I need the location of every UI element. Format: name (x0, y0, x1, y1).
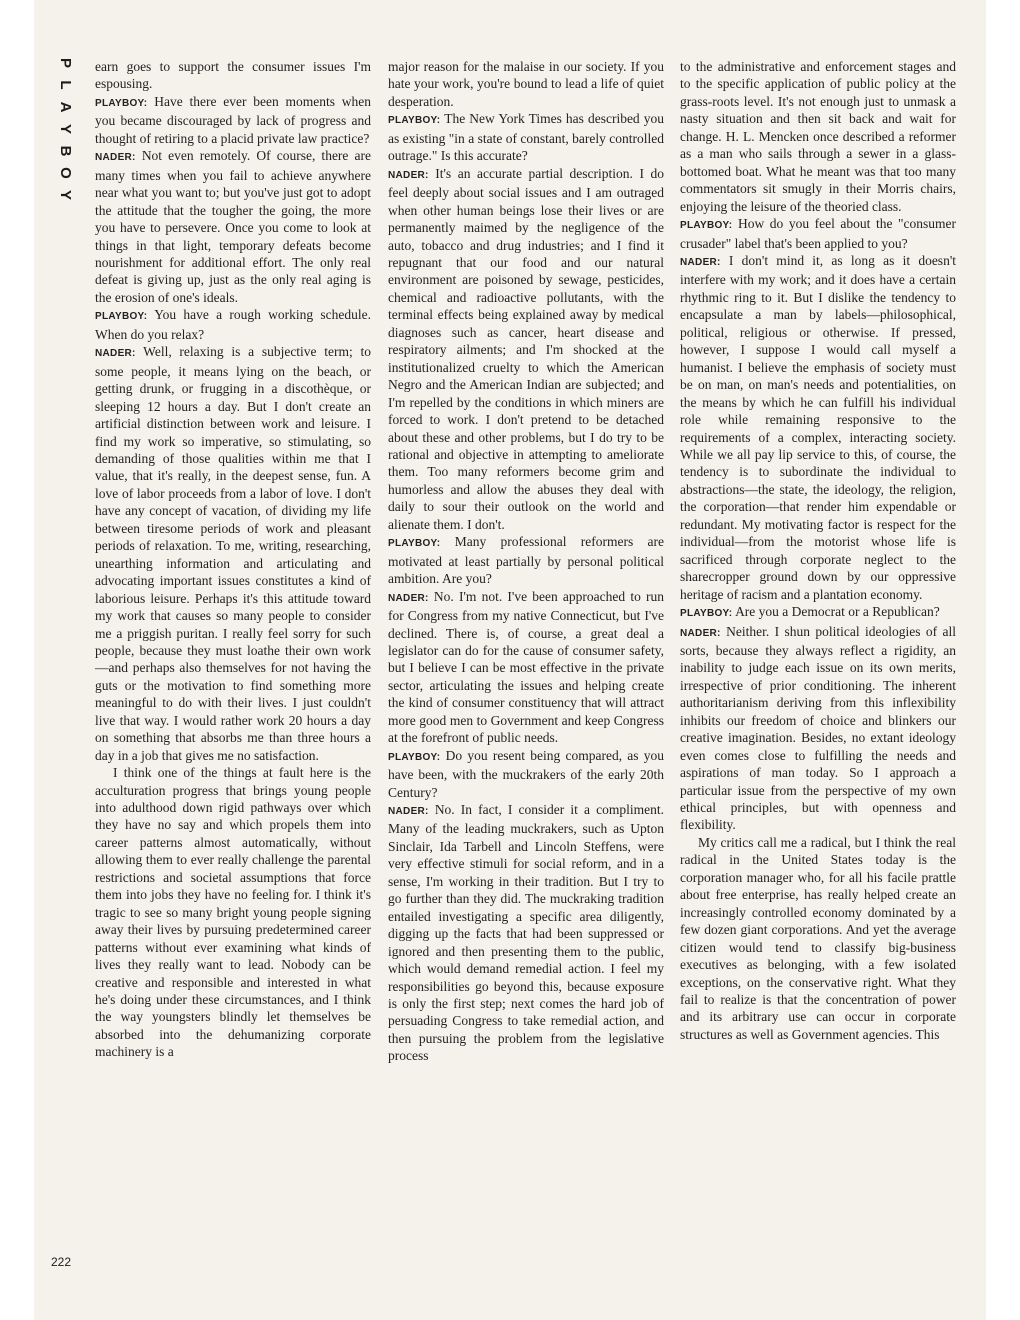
speaker-label: PLAYBOY: (95, 97, 148, 109)
paragraph-text: No. In fact, I consider it a compliment. Many of the leading muckrakers, such as Upton Sinclair, Ida Tarbell and Lincoln Steffens, were very effective stimuli for social reform, and in a sense, I'm working in their tradition. But I try to go further than they did. The muckraking tradition entailed investigating a specific area diligently, digging up the facts that had been suppressed or ignored and then presenting them to the public, which would demand remedial action. I feel my responsibilities go beyond this, because exposure is only the first step; next comes the hard job of persuading Congress to take remedial action, and then pursuing the problem from the legislative process (388, 802, 664, 1064)
logo-letter: B (57, 145, 74, 157)
interview-paragraph (388, 747, 664, 801)
interview-paragraph (95, 343, 371, 764)
interview-paragraph (95, 93, 371, 147)
interview-paragraph (680, 215, 956, 252)
paragraph-text: I think one of the things at fault here is the acculturation progress that brings young people into adulthood down rigid pathways over which they have no say and which propels them into career patterns almost automatically, without allowing them to ever really challenge the parental restrictions and societal assumptions that force them into jobs they have no feeling for. I think it's tragic to see so many bright young people signing away their lives by pursuing predetermined career patterns without ever examining what kinds of lives they really want to lead. Nobody can be creative and responsible and interested in what he's doing under these circumstances, and I think the way youngsters blindly let themselves be absorbed into the dehumanizing corporate machinery is a (95, 765, 371, 1060)
logo-letter: A (57, 101, 74, 113)
interview-paragraph (95, 147, 371, 306)
interview-paragraph (680, 58, 956, 215)
paragraph-text: to the administrative and enforcement stages and to the specific application of public policy at the grass-roots level. It's not enough just to unmask a nasty situation and then sit back and wait for change. H. L. Mencken once described a reformer as a man who sails through a sewer in a glass-bottomed boat. What he meant was that too many commentators sit smugly in their Morris chairs, enjoying the leisure of the theoried class. (680, 59, 956, 214)
logo-letter: P (57, 57, 74, 68)
speaker-label: NADER: (95, 152, 136, 164)
paragraph-text: Well, relaxing is a subjective term; to some people, it means lying on the beach, or getting drunk, or frugging in a discothèque, or sleeping 12 hours a day. But I don't create an artificial distinction between work and leisure. I find my work so imperative, so stimulating, so demanding of those qualities within me that I value, that it's really, in the deepest sense, fun. A love of labor proceeds from a labor of love. I don't have any concept of vacation, of dividing my life between tiresome periods of work and pleasant periods of relaxation. To me, writing, researching, unearthing information and articulating and advocating important issues constitutes a kind of laborious leisure. Perhaps it's this attitude toward my work that causes so many people to consider me a priggish puritan. I really feel sorry for such people, because they must loathe their own work—and perhaps also themselves for not having the guts or the motivation to find something more meaningful to do with their lives. I just couldn't live that way. I would rather work 20 hours a day on something that absorbs me than three hours a day in a job that gives me no satisfaction. (95, 344, 371, 763)
interview-paragraph (95, 764, 371, 1061)
speaker-label: PLAYBOY: (388, 751, 441, 763)
interview-paragraph (388, 533, 664, 587)
paragraph-text: Have there ever been moments when you became discouraged by lack of progress and thought of retiring to a placid private law practice? (95, 93, 371, 146)
speaker-label: PLAYBOY: (95, 311, 148, 323)
paragraph-text: My critics call me a radical, but I think the real radical in the United States today is the corporation manager who, for all his facile prattle about free enterprise, has really helped create an increasingly controlled economy dominated by a few dozen giant corporations. And yet the average citizen would tend to classify big-business executives as belonging, with a few isolated exceptions, on the conservative right. What they fail to realize is that the concentration of power and its arbitrary use can occur in corporate structures as well as Government agencies. This (680, 834, 956, 1042)
interview-paragraph (388, 588, 664, 747)
paragraph-text: I don't mind it, as long as it doesn't interfere with my work; and it does have a certain rhythmic ring to it. But I dislike the tendency to encapsulate a man by labels—philosophical, political, religious or otherwise. If pressed, however, I suppose I would call myself a humanist. I believe the emphasis of society must be on man, on man's needs and potentialities, on the means by which he can fulfill his individual role while remaining responsive to the requirements of a complex, interacting society. While we all pay lip service to this, of course, the tendency is to subordinate the individual to abstractions—the state, the ideology, the religion, the corporation—that render him expendable or redundant. My motivating factor is respect for the individual—from the motorist whose life is sacrificed through corporate neglect to the sharecropper ground down by our oppressive heritage of racism and a plantation economy. (680, 252, 956, 602)
interview-paragraph (388, 58, 664, 110)
paragraph-text: How do you feel about the "consumer crusader" label that's been applied to you? (680, 216, 957, 251)
interview-paragraph (680, 603, 956, 622)
speaker-label: PLAYBOY: (388, 115, 441, 127)
paragraph-text: The New York Times has described you as existing "in a state of constant, barely controlled outrage." Is this accurate? (388, 111, 664, 164)
speaker-label: NADER: (388, 592, 429, 604)
interview-paragraph (388, 110, 664, 164)
interview-paragraph (388, 165, 664, 534)
interview-paragraph (680, 252, 956, 603)
paragraph-text: Are you a Democrat or a Republican? (735, 604, 940, 620)
speaker-label: NADER: (680, 627, 721, 639)
vertical-magazine-logo (57, 52, 73, 206)
interview-paragraph (680, 834, 956, 1043)
logo-letter: L (57, 80, 74, 90)
speaker-label: NADER: (680, 256, 721, 268)
paragraph-text: Neither. I shun political ideologies of all sorts, because they always reflect a rigidity, an inability to judge each issue on its own merits, irrespective of prior conditioning. The inherent authoritarianism deriving from this inflexibility inhibits our freedom of choice and blinkers our creative imagination. Besides, no extant ideology even comes close to fulfilling the needs and aspirations of man today. So I approach a particular issue from the perspective of my own ethical principles, but with openness and flexibility. (680, 623, 956, 833)
speaker-label: NADER: (388, 169, 429, 181)
logo-letter: O (57, 167, 74, 179)
paragraph-text: It's an accurate partial description. I do feel deeply about social issues and I am outraged when other human beings lose their lives or are permanently maimed by the negligence of the auto, tobacco and drug industries; and I find it repugnant that our food and our natural environment are poisoned by sewage, pesticides, chemical and radioactive pollutants, with the terminal effects being explained away by medical diagnoses such as cancer, heart disease and respiratory ailments; and I'm shocked at the institutionalized cruelty to which the American Negro and the American Indian are subjected; and I'm repelled by the conditions in which miners are forced to work. I don't pretend to be detached about these and other problems, but I do try to be rational and objective in attempting to ameliorate them. Too many reformers become grim and humorless and allow the abuses they deal with daily to sour their outlook on the world and alienate them. I don't. (388, 165, 665, 532)
paragraph-text: No. I'm not. I've been approached to run for Congress from my native Connecticut, but I've declined. There is, of course, a great deal a legislator can do for the cause of consumer safety, but I believe I can be most effective in the private sector, articulating the issues and helping create the kind of consumer constituency that will attract more good men to Government and keep Congress at the forefront of public needs. (388, 588, 665, 746)
paragraph-text: Do you resent being compared, as you have been, with the muckrakers of the early 20th Century? (388, 747, 664, 800)
text-column-2 (388, 58, 664, 1065)
speaker-label: NADER: (388, 806, 429, 818)
paragraph-text: You have a rough working schedule. When do you relax? (95, 307, 371, 342)
speaker-label: PLAYBOY: (388, 538, 441, 550)
interview-paragraph (388, 801, 664, 1065)
paragraph-text: earn goes to support the consumer issues I'm espousing. (95, 59, 371, 92)
page-number: 222 (51, 1255, 72, 1269)
paragraph-text: Not even remotely. Of course, there are many times when you fail to achieve anywhere near what you want to; but you've just got to adopt the attitude that the tougher the going, the more you have to persevere. Once you come to look at things in that light, temporary defeats become nourishment for additional effort. The only real defeat is giving up, just as the only real aging is the erosion of one's ideals. (95, 148, 372, 305)
logo-letter: Y (57, 123, 74, 134)
speaker-label: PLAYBOY: (680, 220, 733, 232)
speaker-label: PLAYBOY: (680, 608, 733, 620)
logo-letter: Y (57, 189, 74, 200)
paragraph-text: Many professional reformers are motivated at least partially by personal political ambition. Are you? (388, 534, 665, 587)
interview-paragraph (680, 623, 956, 834)
interview-paragraph (95, 58, 371, 93)
speaker-label: NADER: (95, 348, 136, 360)
text-column-3 (680, 58, 956, 1043)
paragraph-text: major reason for the malaise in our society. If you hate your work, you're bound to lead a life of quiet desperation. (388, 59, 664, 109)
interview-paragraph (95, 306, 371, 343)
text-column-1 (95, 58, 371, 1061)
